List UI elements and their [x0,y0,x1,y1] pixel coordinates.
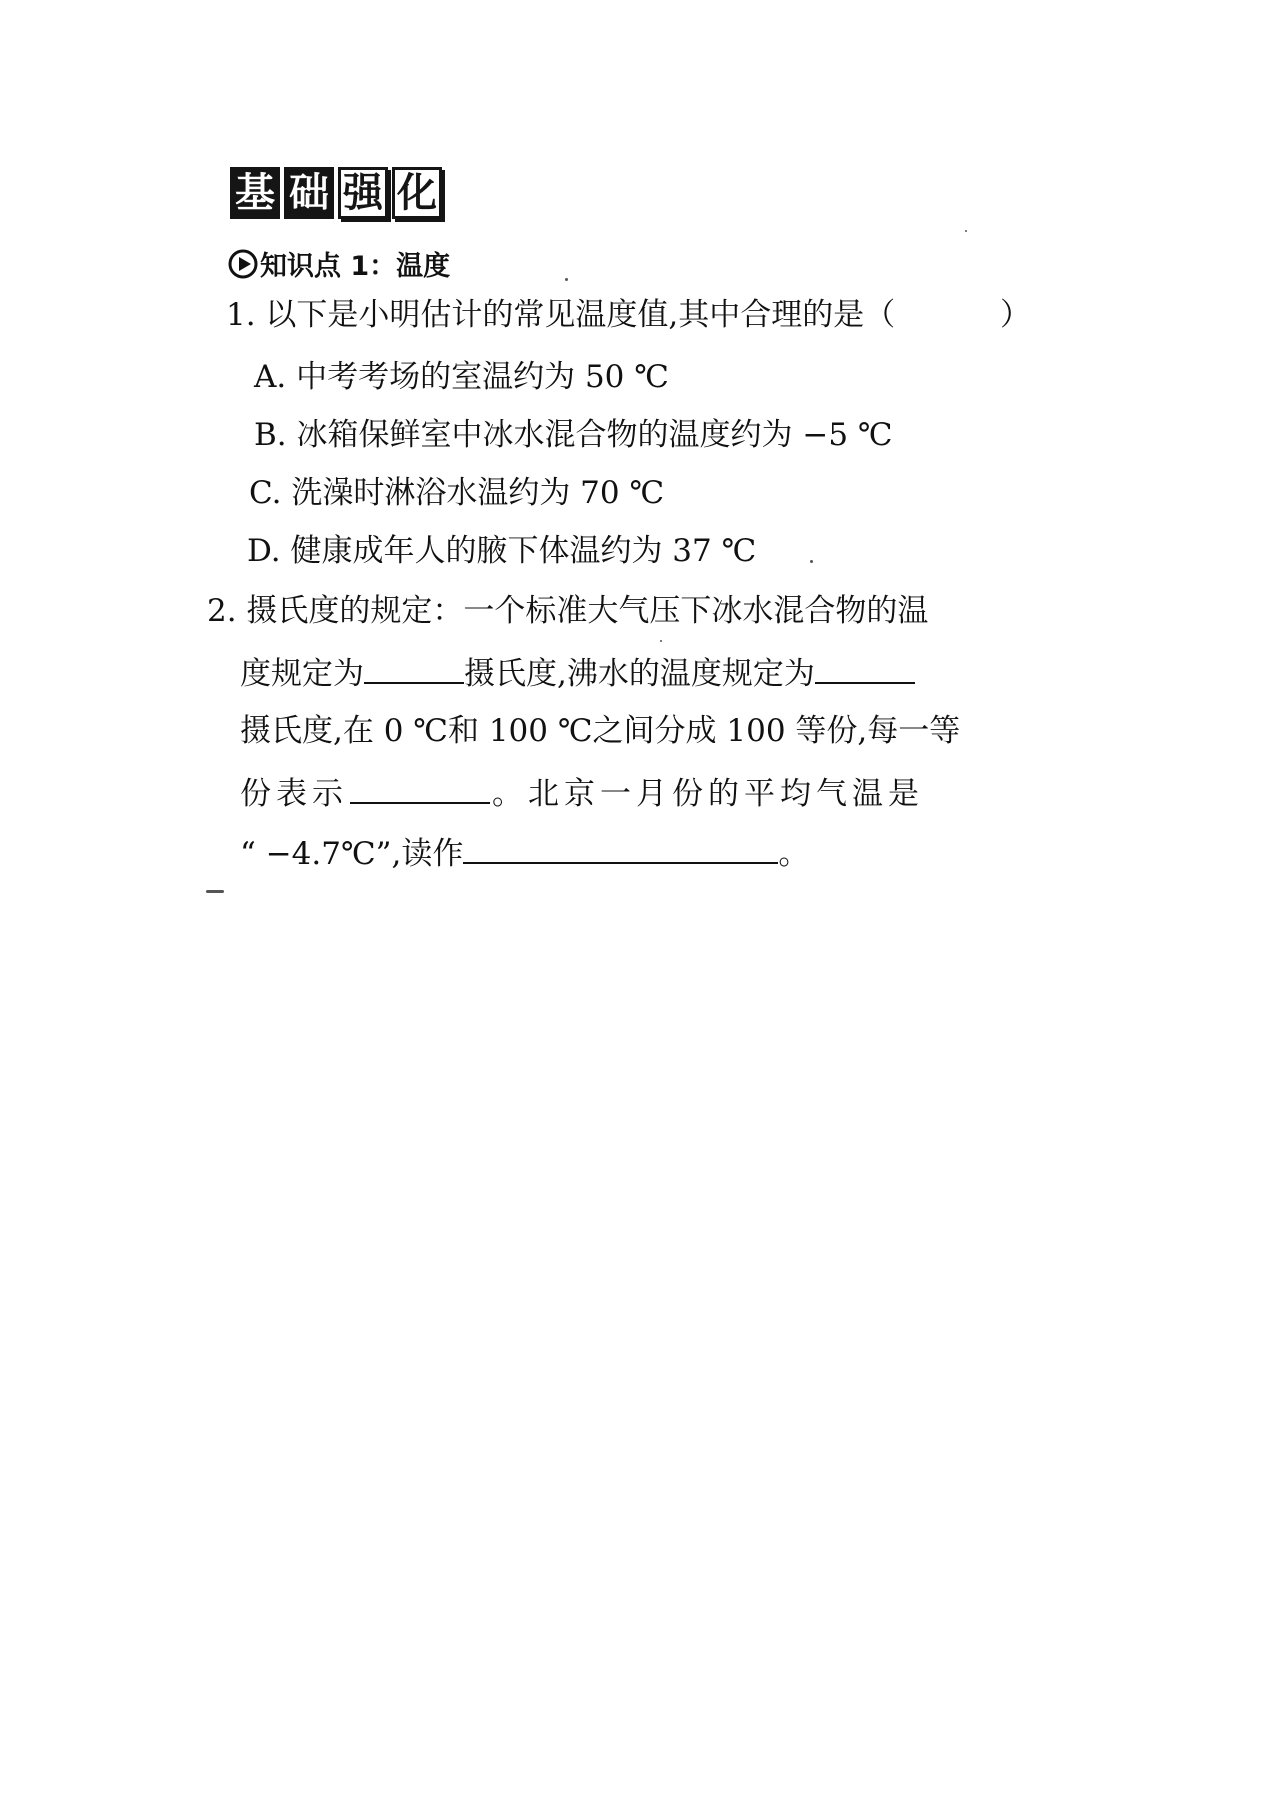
scan-speck [965,230,967,232]
blank-each-division-meaning[interactable] [350,776,490,804]
option-c: C. 洗澡时淋浴水温约为 70 ℃ [249,475,665,511]
option-d: D. 健康成年人的腋下体温约为 37 ℃ [247,533,757,569]
question-2-line-5 [240,836,809,870]
question-2-line-3: 摄氏度,在 0 ℃和 100 ℃之间分成 100 等份,每一等 [240,713,961,749]
knowledge-point-heading [228,244,450,283]
question-1-stem [226,297,896,333]
scan-mark [206,890,224,893]
blank-ice-water-temperature[interactable] [364,656,464,684]
question-2-line-2-text-b: 摄氏度,沸水的温度规定为 [464,656,815,692]
answer-bracket-close: ） [1000,297,1031,333]
question-1-stem-text: 1. 以下是小明估计的常见温度值,其中合理的是（ [226,297,896,333]
section-banner [230,167,442,219]
question-2-line-5-text-b: 。 [778,836,810,872]
banner-char-4: 化 [392,167,442,219]
question-2-line-4-text-a: 份表示 [240,776,348,812]
question-2-line-5-text-a: “ −4.7℃”,读作 [240,836,464,872]
scan-speck [660,640,662,642]
question-2-line-4-text-b: 。北京一月份的平均气温是 [492,776,924,812]
banner-char-2: 础 [284,167,334,219]
blank-boiling-water-temperature[interactable] [815,656,915,684]
banner-char-3: 强 [338,167,388,219]
option-b: B. 冰箱保鲜室中冰水混合物的温度约为 −5 ℃ [254,417,893,453]
play-circle-icon [228,249,258,279]
question-2-line-4 [240,776,924,810]
knowledge-point-label: 知识点 1：温度 [260,251,451,282]
blank-reading-temperature[interactable] [463,836,778,864]
banner-char-1: 基 [230,167,280,219]
question-2-line-2 [240,656,915,690]
option-a: A. 中考考场的室温约为 50 ℃ [254,359,669,395]
question-2-line-2-text-a: 度规定为 [240,656,364,692]
question-2-line-1: 2. 摄氏度的规定：一个标准大气压下冰水混合物的温 [207,593,929,629]
scan-speck [565,278,568,281]
scan-speck [810,560,813,563]
